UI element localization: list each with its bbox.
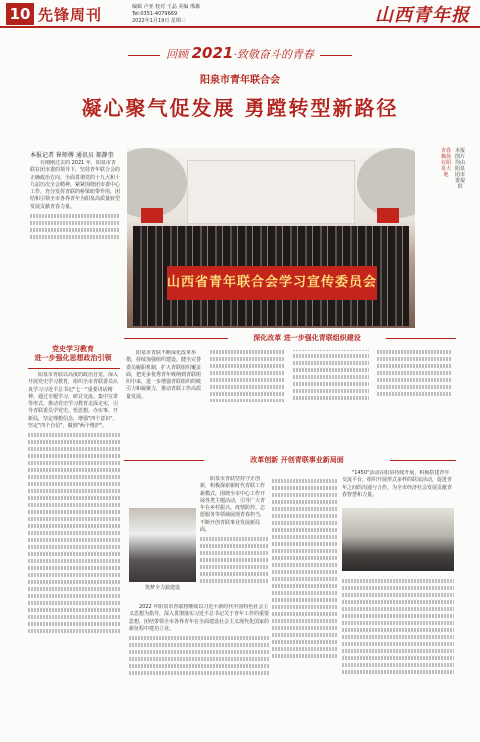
text-filler [342,614,454,618]
text-filler [342,656,454,660]
text-filler [30,235,120,239]
photo-caption-vertical: 青春飘扬在阳泉大地 [441,148,452,178]
text-filler [28,594,120,598]
text-filler [272,591,338,595]
text-filler [272,563,338,567]
section1-text: 阳泉市青联以高度的政治自觉，深入开展党史学习教育，组织全市青联委员认真学习习近平总书记"七一"重要讲话精神，通过专题学习、研讨交流、集中宣讲等形式，推动党史学习教育走深走实，引导青联委员学党史、悟思想、办实事、开新局，坚定理想信念，增强"四个意识"，坚定"四个自信"，做到"两个维护"。 [28,372,119,430]
text-filler [293,368,369,372]
text-filler [272,626,338,630]
text-filler [272,577,338,581]
text-filler [200,551,268,555]
text-filler [129,671,269,675]
text-filler [272,570,338,574]
text-filler [200,544,268,548]
text-filler [28,601,120,605]
text-filler [28,447,120,451]
section3-column-b [272,476,338,688]
text-filler [377,385,453,389]
photo-credit-vertical: 本报图片均由阳泉团市委提供 [455,148,466,190]
text-filler [28,440,120,444]
text-filler [342,621,454,625]
text-filler [272,535,338,539]
section2-rule-right [386,338,456,339]
text-filler [342,628,454,632]
text-filler [272,521,338,525]
text-filler [129,643,269,647]
section2-text: 阳泉市青联不断深化改革举措，持续加强组织建设，健全完善委员履职机制，扩大青联组织覆盖面，把更多优秀青年吸纳到青联组织中来，进一步增强青联组织的吸引力和凝聚力，推动青联工作高质量发展。 [126,350,202,400]
section2-heading [232,334,382,343]
feature-subtitle: 阳泉市青年联合会 [200,75,280,86]
kicker-rule-left [128,55,160,56]
text-filler [28,629,120,633]
intro-text: 在刚刚过去的 2021 年，阳泉市青联在团市委的领导下，坚持青年联合会的正确政治方向，全面贯彻党的十九大和十九届历次全会精神，紧紧围绕团市委中心工作，充分发挥青联的桥梁纽带作用，团结和引领全市各界青年为阳泉高质量转型发展贡献青春力量。 [30,160,120,210]
text-filler [272,556,338,560]
photo-banner: 山西省青年联合会学习宣传委员会 [167,266,377,300]
text-filler [342,586,454,590]
text-filler [28,496,120,500]
section1-rule [28,368,120,369]
mid-column [129,604,269,688]
section3-column-a [200,476,268,598]
text-filler [272,500,338,504]
text-filler [272,633,338,637]
text-filler [272,507,338,511]
photo-building [187,160,355,224]
section3-text: 阳泉市青联坚持守正创新，积极探索新时代青联工作新模式，围绕全市中心工作开展各类主题活动，引导广大青年在乡村振兴、疫情防控、志愿服务等领域展现青春担当，不断开创青联事业发展新局面。 [200,476,266,534]
text-filler [342,579,454,583]
text-filler [129,657,269,661]
text-filler [272,612,338,616]
text-filler [30,221,120,225]
text-filler [210,392,286,396]
section1-column [28,372,120,688]
text-filler [272,619,338,623]
red-flag [141,208,163,223]
text-filler [28,587,120,591]
text-filler [28,573,120,577]
text-filler [272,598,338,602]
section1-heading-bottom: 进一步强化思想政治引领 [34,354,112,362]
text-filler [28,482,120,486]
text-filler [200,565,268,569]
text-filler [293,361,369,365]
date-line: 2022年1月19日 星期三 [132,18,186,24]
text-filler [342,635,454,639]
section1-heading-top: 党史学习教育 [52,345,94,353]
text-filler [342,642,454,646]
text-filler [377,350,453,354]
editor-info [132,4,200,25]
text-filler [377,371,453,375]
text-filler [28,531,120,535]
page-number: 10 [6,3,34,25]
text-filler [293,382,369,386]
text-filler [28,454,120,458]
page-header [0,0,480,28]
text-filler [210,364,286,368]
text-filler [129,636,269,640]
text-filler [272,584,338,588]
text-filler [377,357,453,361]
text-filler [28,433,120,437]
section2-columns [126,350,452,452]
kicker-prefix: 回顾 [166,48,189,61]
text-filler [28,566,120,570]
text-filler [28,461,120,465]
text-filler [272,647,338,651]
text-filler [293,396,369,400]
red-flag [377,208,399,223]
text-filler [342,593,454,597]
mid-text: 2022 年阳泉市青联将继续以习近平新时代中国特色社会主义思想为指导，深入贯彻落实习近平总书记关于青年工作的重要思想，团结带领全市各界青年在全面建设社会主义现代化国家的新征程中建功立业。 [129,604,269,632]
text-filler [272,528,338,532]
byline: 本报记者 崔师傅 通讯员 郝静奎 [30,152,114,159]
text-filler [28,545,120,549]
editor-line: 编辑 卢亚 校对 王晶 美编 邢森 [132,4,200,10]
kicker-rule-right [320,55,352,56]
inset-photo [129,508,196,582]
text-filler [342,663,454,667]
kicker-year: 2021 [191,44,234,62]
text-filler [210,357,286,361]
text-filler [377,378,453,382]
right-column-top [342,470,454,506]
feature-title: 凝心聚气促发展 勇蹚转型新路径 [81,96,399,120]
text-filler [272,654,338,658]
text-filler [200,579,268,583]
text-filler [342,649,454,653]
section1-heading [28,345,118,363]
text-filler [200,558,268,562]
group-photo [127,148,415,328]
right-column-bottom [342,576,454,688]
text-filler [28,468,120,472]
intro-column [30,160,120,332]
text-filler [293,389,369,393]
text-filler [28,524,120,528]
text-filler [28,475,120,479]
text-filler [272,486,338,490]
text-filler [28,615,120,619]
text-filler [28,503,120,507]
text-filler [200,537,268,541]
text-filler [272,542,338,546]
text-filler [272,605,338,609]
phone-line: Tel:0351-4079669 [132,11,178,17]
kicker-suffix: ·致敬奋斗的青春 [233,48,314,61]
section3-heading-text: 改革创新 开创青联事业新局面 [250,456,344,464]
text-filler [28,517,120,521]
text-filler [272,479,338,483]
text-filler [28,538,120,542]
text-filler [377,364,453,368]
text-filler [30,214,120,218]
text-filler [342,670,454,674]
activity-photo [342,508,454,571]
text-filler [210,350,286,354]
text-filler [272,514,338,518]
section3-rule-left [124,460,204,461]
text-filler [210,385,286,389]
section-name: 先锋周刊 [38,6,103,24]
text-filler [272,549,338,553]
section2-heading-text: 深化改革 进一步强化青联组织建设 [253,334,361,342]
text-filler [28,510,120,514]
section3-heading [208,456,386,465]
text-filler [30,228,120,232]
newspaper-logo: 山西青年报 [375,5,470,26]
text-filler [28,622,120,626]
text-filler [28,552,120,556]
text-filler [200,572,268,576]
text-filler [28,580,120,584]
text-filler [342,600,454,604]
text-filler [377,392,453,396]
text-filler [129,650,269,654]
text-filler [272,493,338,497]
text-filler [129,664,269,668]
text-filler [28,489,120,493]
right-text: "1450"活动在阳泉持续开展，积极搭建青年交流平台，组织开展形式多样的联谊活动，促进青年之间的沟通与合作，为全市经济社会发展贡献青春智慧和力量。 [342,470,453,498]
section3-rule-right [390,460,456,461]
text-filler [28,559,120,563]
text-filler [342,607,454,611]
text-filler [272,640,338,644]
section2-rule-left [124,338,228,339]
text-filler [293,354,369,358]
feature-kicker [0,44,480,62]
text-filler [210,378,286,382]
text-filler [210,371,286,375]
inset-photo-caption: 筑梦全力搞建设 [144,585,180,591]
text-filler [293,375,369,379]
text-filler [28,608,120,612]
